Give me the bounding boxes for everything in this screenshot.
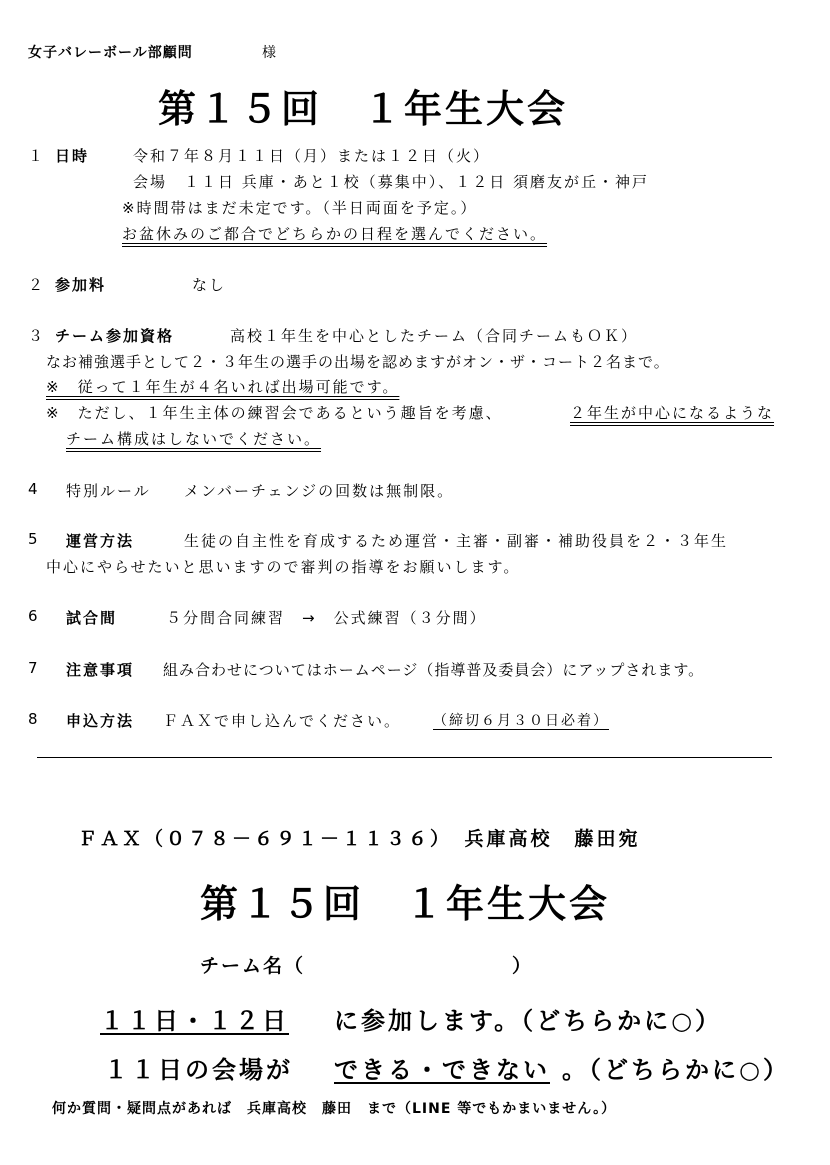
eligibility-note: ※ ただし、１年生主体の練習会であるという趣旨を考慮、 [46,404,503,422]
apply-deadline: （締切６月３０日必着） [433,713,609,729]
venue-prefix: １１日の会場が [104,1056,293,1084]
eligibility-note-underlined: ２年生が中心になるような [570,404,775,422]
item-number: 8 [28,710,40,728]
interval-value: ５分間合同練習 → 公式練習（３分間） [166,609,487,627]
team-name-label: チーム名（ [200,955,306,977]
divider [37,757,772,758]
interval-label: 試合間 [66,609,118,627]
contact-note: 何か質問・疑問点があれば 兵庫高校 藤田 まで（LINE 等でもかまいません。） [52,1101,617,1117]
item-number: 4 [28,480,40,498]
rule-value: メンバーチェンジの回数は無制限。 [184,482,455,500]
apply-label: 申込方法 [66,712,135,730]
notes-value: 組み合わせについてはホームページ（指導普及委員会）にアップされます。 [163,661,705,679]
team-name-close: ） [512,955,532,977]
days-choice[interactable] [100,1001,289,1036]
item-number: ３ [28,327,46,345]
date-note-underlined: お盆休みのご都合でどちらかの日程を選んでください。 [122,225,548,243]
notes-label: 注意事項 [66,661,135,679]
item-number: 6 [28,607,40,625]
date-value: 令和７年８月１１日（月）または１２日（火） [133,147,491,165]
item-number: 7 [28,659,40,677]
page-title: 第１５回 １年生大会 [158,87,569,131]
team-name-field[interactable] [322,951,512,975]
days-suffix: に参加します。（どちらかに○） [334,1007,723,1035]
date-venue: 会場 １１日 兵庫・あと１校（募集中）、１２日 須磨友が丘・神戸 [133,173,650,191]
management-line: 中心にやらせたいと思いますので審判の指導をお願いします。 [46,558,521,576]
item-number: １ [28,147,46,165]
management-label: 運営方法 [66,532,135,550]
honorific: 様 [262,45,276,61]
item-number: 5 [28,530,40,548]
apply-value: ＦＡＸで申し込んでください。 [163,712,402,730]
fee-value: なし [192,276,227,294]
fee-label: 参加料 [55,276,107,294]
venue-suffix: 。（どちらかに○） [562,1056,790,1084]
eligibility-note: ※ 従って１年生が４名いれば出場可能です。 [46,378,400,396]
date-note: ※時間帯はまだ未定です。（半日両面を予定。） [122,199,478,217]
eligibility-value: 高校１年生を中心としたチーム（合同チームもＯＫ） [230,327,639,345]
venue-choice-text: できる・できない [334,1056,550,1084]
fax-line: ＦＡＸ（０７８－６９１－１１３６） 兵庫高校 藤田宛 [78,828,641,850]
form-title: 第１５回 １年生大会 [200,882,611,926]
eligibility-note-underlined: チーム構成はしないでください。 [66,430,322,448]
rule-label: 特別ルール [66,482,151,500]
date-label: 日時 [55,147,90,165]
eligibility-line: なお補強選手として２・３年生の選手の出場を認めますがオン・ザ・コート２名まで。 [46,353,670,371]
management-value: 生徒の自主性を育成するため運営・主審・副審・補助役員を２・３年生 [184,532,729,550]
item-number: ２ [28,276,46,294]
eligibility-label: チーム参加資格 [55,327,175,345]
days-choice-text: １１日・１２日 [100,1007,289,1035]
addressee: 女子バレーボール部顧問 [28,45,193,61]
venue-choice[interactable] [334,1050,550,1085]
